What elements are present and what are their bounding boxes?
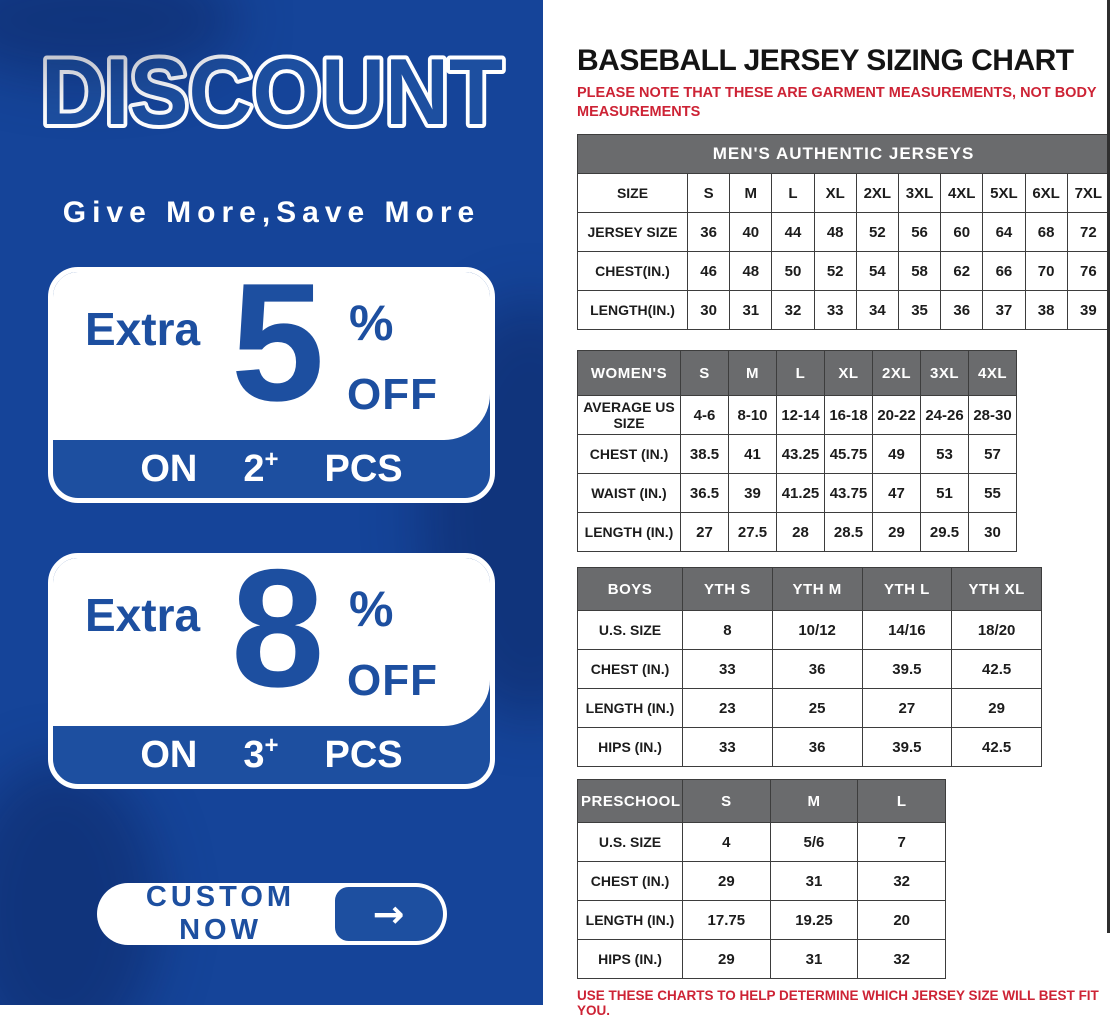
table-row bbox=[578, 291, 1110, 330]
sizing-table bbox=[577, 567, 1042, 767]
offer-card-8-percent bbox=[48, 553, 495, 789]
value-cell: 32 bbox=[772, 291, 814, 330]
custom-now-label: CUSTOM NOW bbox=[145, 881, 296, 946]
table-row bbox=[578, 213, 1110, 252]
offer-off-label: OFF bbox=[347, 656, 438, 705]
value-cell: 56 bbox=[898, 213, 940, 252]
column-header: S bbox=[683, 780, 771, 823]
value-cell: 23 bbox=[683, 689, 773, 728]
row-label-cell: AVERAGE US SIZE bbox=[578, 396, 681, 435]
value-cell: 33 bbox=[683, 728, 773, 767]
offer-condition-bar bbox=[53, 726, 490, 784]
offer-on-label: ON bbox=[140, 447, 198, 490]
value-cell: 70 bbox=[1025, 252, 1067, 291]
value-cell: 37 bbox=[983, 291, 1025, 330]
chart-footer-note: USE THESE CHARTS TO HELP DETERMINE WHICH JERSEY SIZE WILL BEST FIT YOU. bbox=[577, 988, 1099, 1018]
value-cell: 42.5 bbox=[952, 728, 1042, 767]
offer-off-label: OFF bbox=[347, 370, 438, 419]
value-cell: 29.5 bbox=[921, 513, 969, 552]
value-cell: 47 bbox=[873, 474, 921, 513]
offer-percent-value: 5 bbox=[231, 267, 325, 436]
offer-extra-label: Extra bbox=[85, 589, 201, 641]
value-cell: 14/16 bbox=[862, 611, 952, 650]
table-banner: MEN'S AUTHENTIC JERSEYS bbox=[578, 135, 1110, 174]
table-corner-header: BOYS bbox=[578, 568, 683, 611]
value-cell: 8-10 bbox=[729, 396, 777, 435]
row-label-cell: CHEST (IN.) bbox=[578, 435, 681, 474]
table-row bbox=[578, 174, 1110, 213]
right-edge-divider bbox=[1107, 0, 1110, 933]
value-cell: 16-18 bbox=[825, 396, 873, 435]
value-cell: 19.25 bbox=[770, 901, 858, 940]
value-cell: 31 bbox=[770, 862, 858, 901]
value-cell: 31 bbox=[730, 291, 772, 330]
value-cell: 66 bbox=[983, 252, 1025, 291]
value-cell: 36 bbox=[941, 291, 983, 330]
value-cell: 29 bbox=[873, 513, 921, 552]
value-cell: 48 bbox=[730, 252, 772, 291]
value-cell: 42.5 bbox=[952, 650, 1042, 689]
column-header: YTH L bbox=[862, 568, 952, 611]
value-cell: 50 bbox=[772, 252, 814, 291]
row-label-cell: CHEST (IN.) bbox=[578, 650, 683, 689]
value-cell: 4XL bbox=[941, 174, 983, 213]
value-cell: 72 bbox=[1067, 213, 1109, 252]
value-cell: 33 bbox=[814, 291, 856, 330]
value-cell: 2XL bbox=[856, 174, 898, 213]
value-cell: 44 bbox=[772, 213, 814, 252]
column-header: YTH S bbox=[683, 568, 773, 611]
table-row bbox=[578, 396, 1017, 435]
column-header: S bbox=[681, 351, 729, 396]
banner-subtitle: Give More,Save More bbox=[62, 196, 481, 229]
value-cell: 31 bbox=[770, 940, 858, 979]
value-cell: S bbox=[688, 174, 730, 213]
table-row bbox=[578, 513, 1017, 552]
column-header: L bbox=[777, 351, 825, 396]
value-cell: 27.5 bbox=[729, 513, 777, 552]
discount-headline-text: DISCOUNT bbox=[40, 39, 503, 144]
value-cell: 55 bbox=[969, 474, 1017, 513]
right-arrow-icon: → bbox=[372, 892, 405, 936]
value-cell: 33 bbox=[683, 650, 773, 689]
value-cell: 45.75 bbox=[825, 435, 873, 474]
value-cell: 35 bbox=[898, 291, 940, 330]
column-header: 3XL bbox=[921, 351, 969, 396]
row-label-cell: LENGTH (IN.) bbox=[578, 513, 681, 552]
value-cell: 18/20 bbox=[952, 611, 1042, 650]
value-cell: 20 bbox=[858, 901, 946, 940]
value-cell: 27 bbox=[862, 689, 952, 728]
value-cell: 20-22 bbox=[873, 396, 921, 435]
value-cell: 36 bbox=[772, 728, 862, 767]
value-cell: 8 bbox=[683, 611, 773, 650]
table-corner-header: WOMEN'S bbox=[578, 351, 681, 396]
table-header-row bbox=[578, 780, 946, 823]
value-cell: 36 bbox=[772, 650, 862, 689]
value-cell: 38.5 bbox=[681, 435, 729, 474]
value-cell: 58 bbox=[898, 252, 940, 291]
value-cell: XL bbox=[814, 174, 856, 213]
offer-extra-label: Extra bbox=[85, 303, 201, 355]
offer-unit-label: PCS bbox=[324, 733, 403, 776]
offer-qty-number: 2 bbox=[243, 447, 265, 490]
value-cell: 30 bbox=[688, 291, 730, 330]
percent-sign: % bbox=[349, 295, 394, 351]
sizing-table bbox=[577, 134, 1110, 330]
discount-promo-panel bbox=[0, 0, 543, 1005]
offer-unit-label: PCS bbox=[324, 447, 403, 490]
value-cell: 36.5 bbox=[681, 474, 729, 513]
row-label-cell: WAIST (IN.) bbox=[578, 474, 681, 513]
value-cell: 5XL bbox=[983, 174, 1025, 213]
value-cell: 7XL bbox=[1067, 174, 1109, 213]
value-cell: 57 bbox=[969, 435, 1017, 474]
value-cell: 39 bbox=[1067, 291, 1109, 330]
table-row bbox=[578, 689, 1042, 728]
value-cell: 10/12 bbox=[772, 611, 862, 650]
value-cell: 39 bbox=[729, 474, 777, 513]
value-cell: 5/6 bbox=[770, 823, 858, 862]
column-header: L bbox=[858, 780, 946, 823]
table-row bbox=[578, 650, 1042, 689]
value-cell: 34 bbox=[856, 291, 898, 330]
value-cell: 4 bbox=[683, 823, 771, 862]
value-cell: 32 bbox=[858, 862, 946, 901]
offer-percent-value: 8 bbox=[231, 553, 325, 722]
value-cell: 38 bbox=[1025, 291, 1067, 330]
value-cell: 4-6 bbox=[681, 396, 729, 435]
column-header: 2XL bbox=[873, 351, 921, 396]
row-label-cell: U.S. SIZE bbox=[578, 611, 683, 650]
percent-sign: % bbox=[349, 581, 394, 637]
value-cell: 76 bbox=[1067, 252, 1109, 291]
row-label-cell: LENGTH(IN.) bbox=[578, 291, 688, 330]
value-cell: 39.5 bbox=[862, 650, 952, 689]
womens-sizing-table bbox=[577, 350, 1116, 552]
value-cell: 52 bbox=[856, 213, 898, 252]
row-label-cell: HIPS (IN.) bbox=[578, 728, 683, 767]
value-cell: 54 bbox=[856, 252, 898, 291]
table-row bbox=[578, 474, 1017, 513]
column-header: YTH M bbox=[772, 568, 862, 611]
value-cell: 17.75 bbox=[683, 901, 771, 940]
table-row bbox=[578, 823, 946, 862]
sizing-table bbox=[577, 779, 946, 979]
value-cell: 39.5 bbox=[862, 728, 952, 767]
offer-card-top bbox=[53, 267, 490, 440]
value-cell: 24-26 bbox=[921, 396, 969, 435]
value-cell: 46 bbox=[688, 252, 730, 291]
table-row bbox=[578, 940, 946, 979]
row-label-cell: LENGTH (IN.) bbox=[578, 901, 683, 940]
value-cell: 28 bbox=[777, 513, 825, 552]
value-cell: 27 bbox=[681, 513, 729, 552]
value-cell: 6XL bbox=[1025, 174, 1067, 213]
custom-now-button[interactable] bbox=[97, 883, 447, 945]
offer-card-5-percent bbox=[48, 267, 495, 503]
table-row bbox=[578, 435, 1017, 474]
column-header: YTH XL bbox=[952, 568, 1042, 611]
row-label-cell: U.S. SIZE bbox=[578, 823, 683, 862]
row-label-cell: CHEST (IN.) bbox=[578, 862, 683, 901]
table-corner-header: PRESCHOOL bbox=[578, 780, 683, 823]
arrow-button-segment[interactable] bbox=[335, 887, 443, 941]
value-cell: L bbox=[772, 174, 814, 213]
value-cell: 68 bbox=[1025, 213, 1067, 252]
value-cell: 12-14 bbox=[777, 396, 825, 435]
mens-sizing-table bbox=[577, 134, 1116, 330]
column-header: 4XL bbox=[969, 351, 1017, 396]
value-cell: 52 bbox=[814, 252, 856, 291]
value-cell: 60 bbox=[941, 213, 983, 252]
value-cell: 29 bbox=[952, 689, 1042, 728]
table-row bbox=[578, 728, 1042, 767]
value-cell: 30 bbox=[969, 513, 1017, 552]
boys-sizing-table bbox=[577, 567, 1116, 767]
row-label-cell: HIPS (IN.) bbox=[578, 940, 683, 979]
sizing-chart-panel bbox=[543, 0, 1116, 1018]
value-cell: 3XL bbox=[898, 174, 940, 213]
value-cell: 28-30 bbox=[969, 396, 1017, 435]
value-cell: 51 bbox=[921, 474, 969, 513]
plus-sign: + bbox=[264, 731, 279, 759]
table-row bbox=[578, 901, 946, 940]
value-cell: 41 bbox=[729, 435, 777, 474]
table-row bbox=[578, 611, 1042, 650]
value-cell: 53 bbox=[921, 435, 969, 474]
row-label-cell: SIZE bbox=[578, 174, 688, 213]
sizing-table bbox=[577, 350, 1017, 552]
row-label-cell: LENGTH (IN.) bbox=[578, 689, 683, 728]
offer-condition-bar bbox=[53, 440, 490, 498]
value-cell: 29 bbox=[683, 862, 771, 901]
column-header: M bbox=[729, 351, 777, 396]
preschool-sizing-table bbox=[577, 779, 1116, 979]
table-row bbox=[578, 252, 1110, 291]
value-cell: 25 bbox=[772, 689, 862, 728]
offer-quantity bbox=[243, 731, 279, 777]
value-cell: 43.25 bbox=[777, 435, 825, 474]
measurement-note: PLEASE NOTE THAT THESE ARE GARMENT MEASUREMENTS, NOT BODY MEASUREMENTS bbox=[577, 85, 1097, 121]
value-cell: 40 bbox=[730, 213, 772, 252]
table-header-row bbox=[578, 351, 1017, 396]
value-cell: 49 bbox=[873, 435, 921, 474]
value-cell: 64 bbox=[983, 213, 1025, 252]
offer-quantity bbox=[243, 445, 279, 491]
offer-card-top bbox=[53, 553, 490, 726]
value-cell: 32 bbox=[858, 940, 946, 979]
value-cell: 41.25 bbox=[777, 474, 825, 513]
value-cell: 36 bbox=[688, 213, 730, 252]
row-label-cell: CHEST(IN.) bbox=[578, 252, 688, 291]
table-row bbox=[578, 862, 946, 901]
value-cell: 43.75 bbox=[825, 474, 873, 513]
column-header: M bbox=[770, 780, 858, 823]
row-label-cell: JERSEY SIZE bbox=[578, 213, 688, 252]
offer-qty-number: 3 bbox=[243, 733, 265, 776]
value-cell: M bbox=[730, 174, 772, 213]
value-cell: 28.5 bbox=[825, 513, 873, 552]
value-cell: 29 bbox=[683, 940, 771, 979]
plus-sign: + bbox=[264, 445, 279, 473]
value-cell: 62 bbox=[941, 252, 983, 291]
value-cell: 48 bbox=[814, 213, 856, 252]
value-cell: 7 bbox=[858, 823, 946, 862]
column-header: XL bbox=[825, 351, 873, 396]
table-header-row bbox=[578, 568, 1042, 611]
sizing-chart-title: BASEBALL JERSEY SIZING CHART bbox=[577, 44, 1074, 77]
offer-on-label: ON bbox=[140, 733, 198, 776]
